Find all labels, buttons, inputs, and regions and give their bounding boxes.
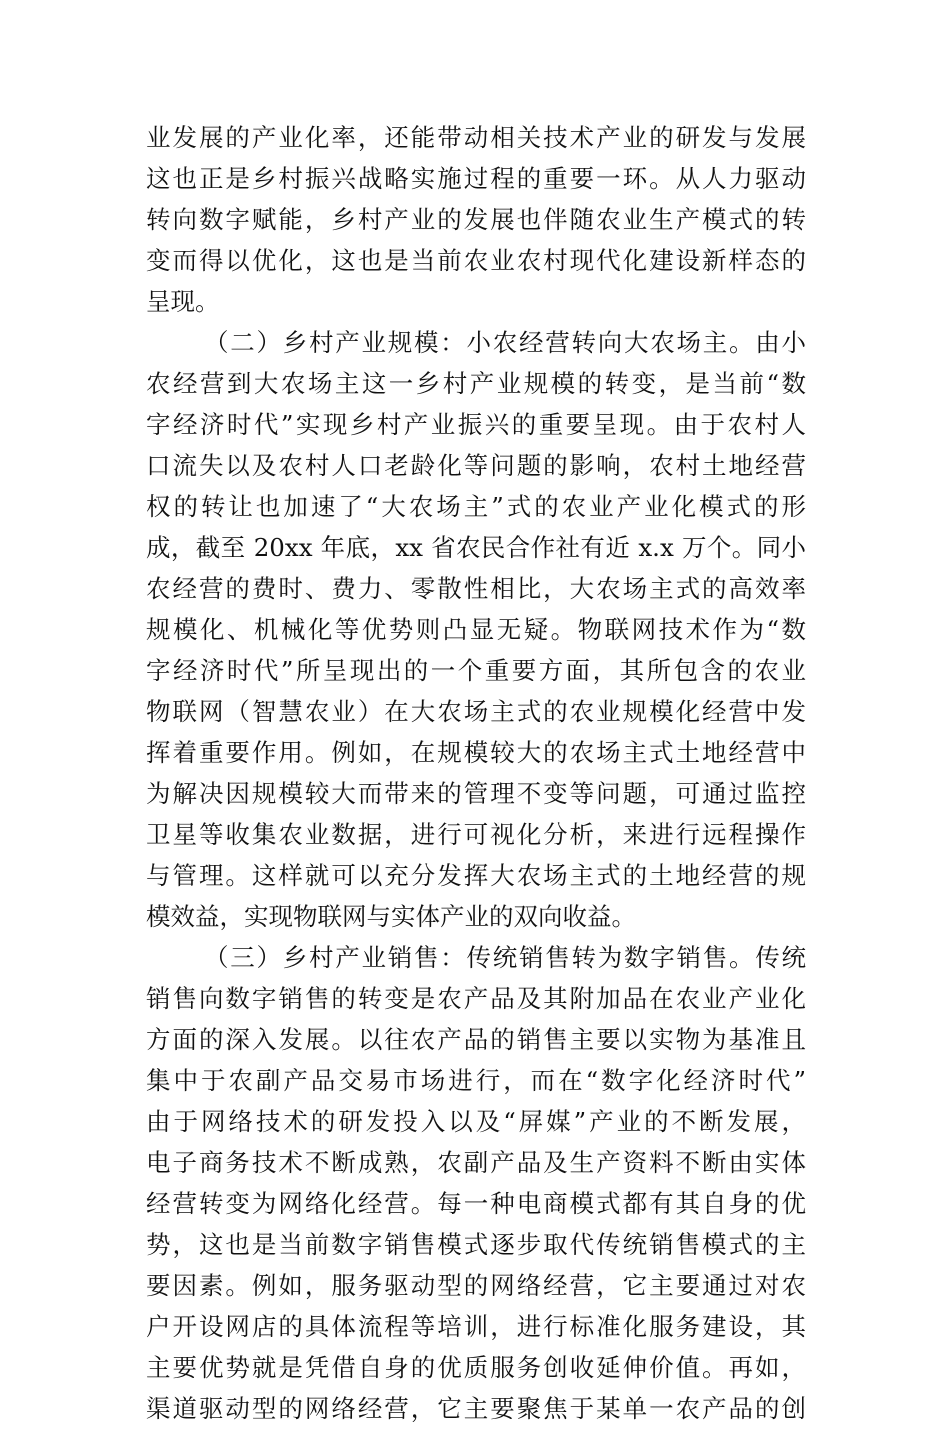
text-line: 电子商务技术不断成熟，农副产品及生产资料不断由实体 — [146, 1148, 806, 1177]
text-line: 农经营到大农场主这一乡村产业规模的转变，是当前“数 — [146, 369, 806, 398]
text-line: 权的转让也加速了“大农场主”式的农业产业化模式的形 — [146, 492, 806, 521]
text-line: 挥着重要作用。例如，在规模较大的农场主式土地经营中 — [146, 738, 806, 767]
text-line: 经营转变为网络化经营。每一种电商模式都有其自身的优 — [146, 1189, 806, 1218]
text-line: 这也正是乡村振兴战略实施过程的重要一环。从人力驱动 — [146, 164, 806, 193]
text-line: 变而得以优化，这也是当前农业农村现代化建设新样态的 — [146, 246, 806, 275]
body-text — [146, 117, 806, 1429]
text-line: 势，这也是当前数字销售模式逐步取代传统销售模式的主 — [146, 1230, 806, 1259]
text-line: 业发展的产业化率，还能带动相关技术产业的研发与发展 — [146, 123, 806, 152]
text-line: 为解决因规模较大而带来的管理不变等问题，可通过监控 — [146, 779, 806, 808]
text-line: 渠道驱动型的网络经营，它主要聚焦于某单一农产品的创 — [146, 1394, 806, 1423]
text-line: 集中于农副产品交易市场进行，而在“数字化经济时代” — [146, 1066, 806, 1095]
text-line: 规模化、机械化等优势则凸显无疑。物联网技术作为“数 — [146, 615, 806, 644]
text-line: 销售向数字销售的转变是农产品及其附加品在农业产业化 — [146, 984, 806, 1013]
text-line: 方面的深入发展。以往农产品的销售主要以实物为基准且 — [146, 1025, 806, 1054]
text-line: 主要优势就是凭借自身的优质服务创收延伸价值。再如， — [146, 1353, 806, 1382]
text-line: 呈现。 — [146, 287, 220, 316]
text-line: （三）乡村产业销售：传统销售转为数字销售。传统 — [204, 943, 806, 972]
text-line: 卫星等收集农业数据，进行可视化分析，来进行远程操作 — [146, 820, 806, 849]
text-line: 字经济时代”所呈现出的一个重要方面，其所包含的农业 — [146, 656, 806, 685]
text-line: 成，截至 20xx 年底，xx 省农民合作社有近 x.x 万个。同小 — [146, 533, 806, 562]
text-line: 物联网（智慧农业）在大农场主式的农业规模化经营中发 — [146, 697, 806, 726]
text-line: 由于网络技术的研发投入以及“屏媒”产业的不断发展， — [146, 1107, 806, 1136]
text-line: 字经济时代”实现乡村产业振兴的重要呈现。由于农村人 — [146, 410, 806, 439]
text-line: 户开设网店的具体流程等培训，进行标准化服务建设，其 — [146, 1312, 806, 1341]
text-line: （二）乡村产业规模：小农经营转向大农场主。由小 — [204, 328, 806, 357]
text-line: 农经营的费时、费力、零散性相比，大农场主式的高效率 — [146, 574, 806, 603]
text-line: 与管理。这样就可以充分发挥大农场主式的土地经营的规 — [146, 861, 806, 890]
text-line: 要因素。例如，服务驱动型的网络经营，它主要通过对农 — [146, 1271, 806, 1300]
text-line: 口流失以及农村人口老龄化等问题的影响，农村土地经营 — [146, 451, 806, 480]
text-line: 模效益，实现物联网与实体产业的双向收益。 — [146, 902, 636, 931]
text-line: 转向数字赋能，乡村产业的发展也伴随农业生产模式的转 — [146, 205, 806, 234]
